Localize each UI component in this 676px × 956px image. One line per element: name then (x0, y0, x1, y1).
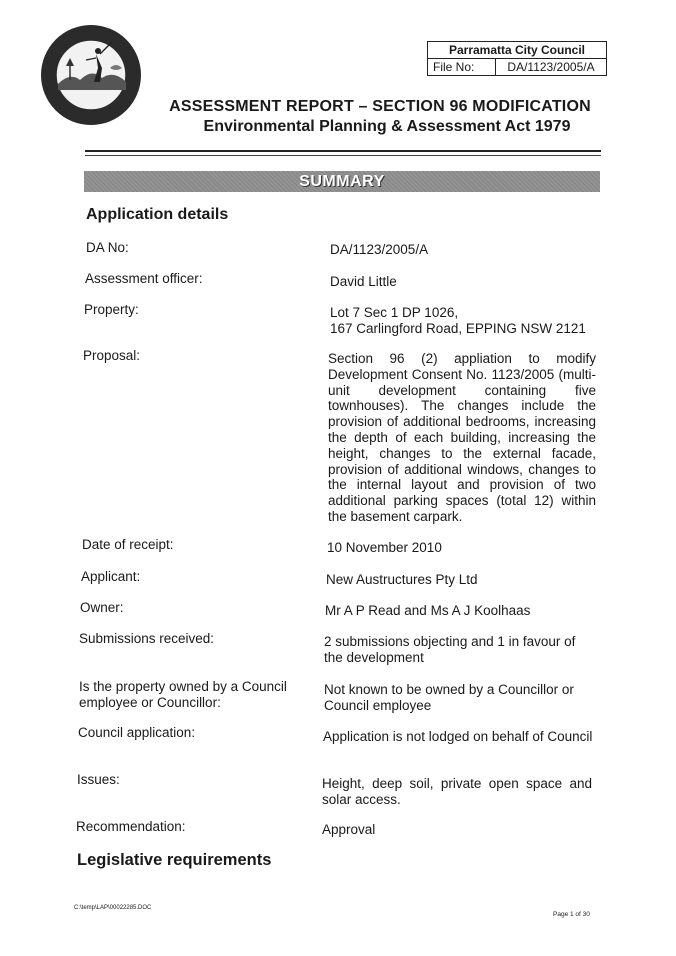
value-da-no: DA/1123/2005/A (330, 242, 429, 257)
label-applicant: Applicant: (81, 569, 141, 584)
label-assessment-officer: Assessment officer: (85, 271, 203, 286)
value-owner: Mr A P Read and Ms A J Koolhaas (325, 603, 531, 618)
file-reference-box (427, 41, 607, 76)
footer-file-path: C:\temp\LAP\00022285.DOC (74, 905, 152, 911)
file-no-row (428, 59, 606, 75)
summary-banner (84, 171, 600, 192)
label-property: Property: (84, 302, 139, 317)
value-council-application: Application is not lodged on behalf of Council (323, 729, 593, 744)
title-divider-thick (85, 150, 601, 152)
label-recommendation: Recommendation: (76, 819, 186, 834)
report-title-line2: Environmental Planning & Assessment Act 1979 (203, 118, 571, 135)
value-property (330, 305, 586, 337)
label-owner: Owner: (80, 600, 124, 615)
report-title-line1: ASSESSMENT REPORT – SECTION 96 MODIFICATION (169, 98, 591, 115)
value-applicant: New Austructures Pty Ltd (326, 572, 478, 587)
label-da-no: DA No: (86, 240, 129, 255)
value-submissions-received: 2 submissions objecting and 1 in favour of the development (324, 634, 576, 665)
label-proposal: Proposal: (83, 348, 141, 363)
title-divider-thin (85, 155, 601, 156)
file-no-label: File No: (428, 59, 496, 75)
label-issues: Issues: (77, 772, 120, 787)
label-property-owned-by-council: Is the property owned by a Council employee or Councillor: (79, 679, 287, 710)
legislative-requirements-heading: Legislative requirements (77, 851, 272, 869)
label-council-application: Council application: (78, 725, 196, 740)
application-details-heading: Application details (86, 206, 229, 223)
file-no-value: DA/1123/2005/A (507, 60, 595, 74)
summary-banner-text: SUMMARY (299, 172, 385, 190)
council-name: Parramatta City Council (428, 42, 606, 59)
report-title (160, 97, 600, 137)
value-issues: Height, deep soil, private open space and solar access. (322, 776, 592, 807)
value-proposal: Section 96 (2) appliation to modify Development Consent No. 1123/2005 (multi-unit development containing five townhouses). The changes include the provision of additional bedrooms, increasing the depth of each building, increasing the height, changes to the external facade, provision of additional windows, changes to the internal layout and provision of two additional parking spaces (total 12) within the basement carpark. (328, 351, 596, 524)
label-submissions-received: Submissions received: (79, 631, 215, 646)
label-date-of-receipt: Date of receipt: (82, 537, 174, 552)
value-property-line2: 167 Carlingford Road, EPPING NSW 2121 (330, 320, 586, 336)
value-date-of-receipt: 10 November 2010 (327, 540, 442, 555)
value-assessment-officer: David Little (330, 274, 397, 289)
parramatta-council-seal-logo (40, 24, 142, 126)
footer-page-number: Page 1 of 30 (553, 911, 590, 918)
value-property-owned-by-council: Not known to be owned by a Councillor or Council employee (324, 682, 574, 713)
value-property-line1: Lot 7 Sec 1 DP 1026, (330, 305, 459, 320)
value-recommendation: Approval (322, 822, 376, 837)
